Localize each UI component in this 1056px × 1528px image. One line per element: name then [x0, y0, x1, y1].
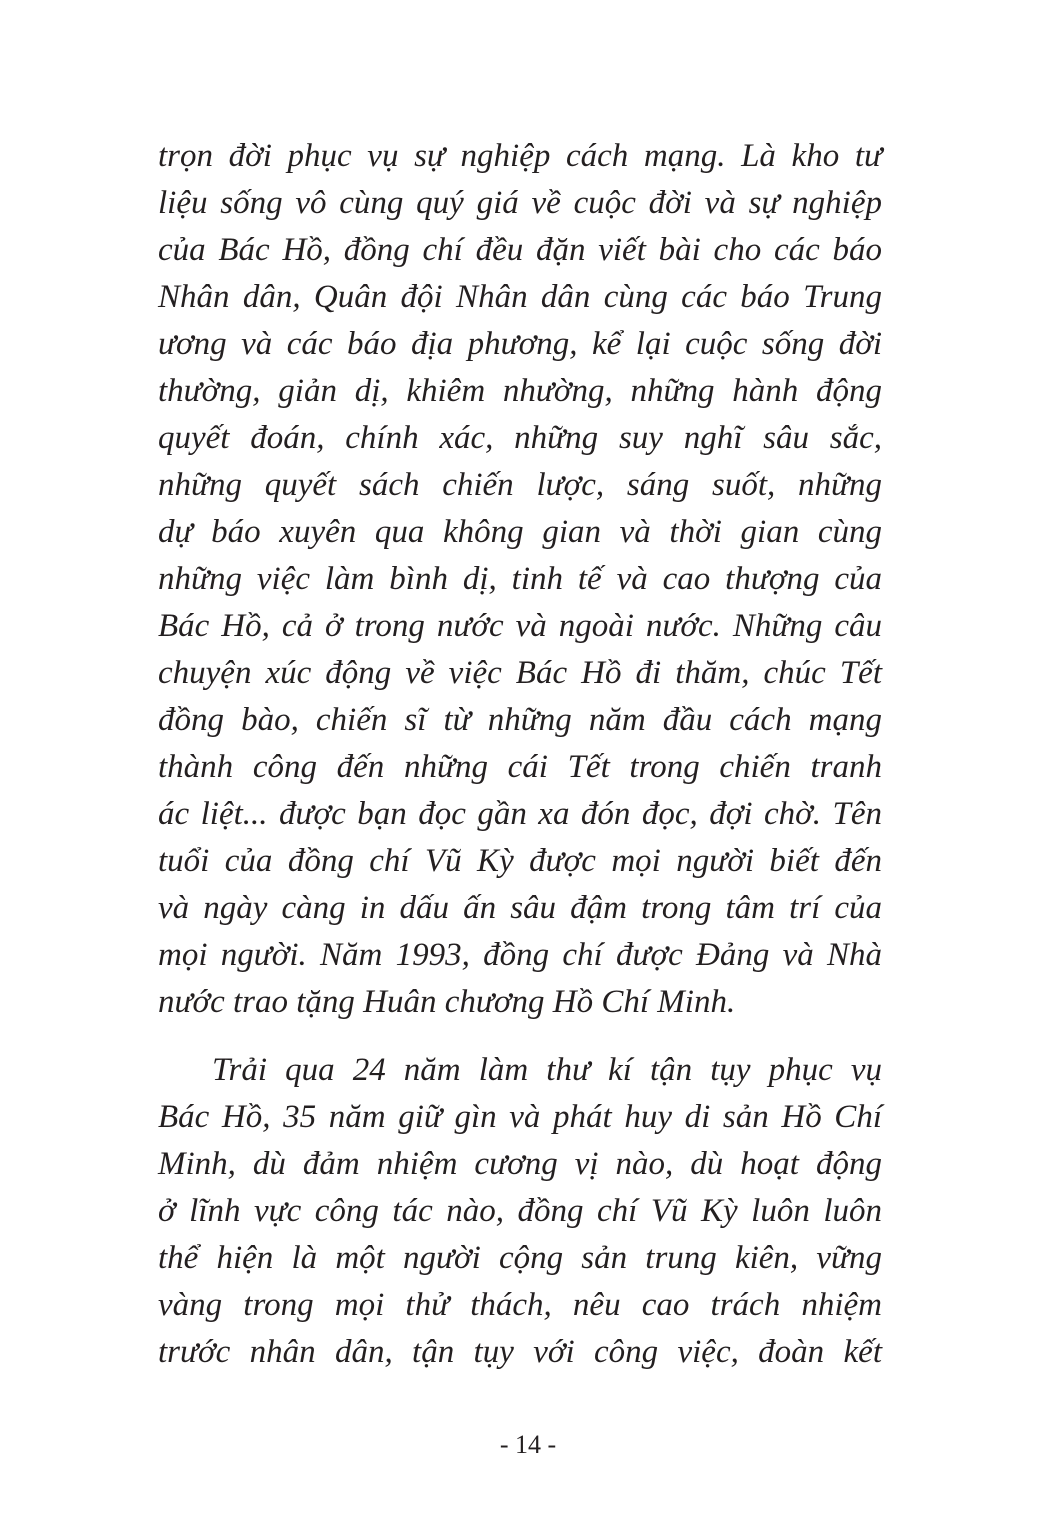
text-line: nước trao tặng Huân chương Hồ Chí Minh. [158, 984, 736, 1020]
paragraph-1 [158, 133, 882, 1026]
text-line: ương và các báo địa phương, kể lại cuộc sống đời [158, 326, 882, 362]
text-line: đồng bào, chiến sĩ từ những năm đầu cách mạng [158, 702, 882, 738]
text-line: mọi người. Năm 1993, đồng chí được Đảng và Nhà [158, 937, 882, 973]
text-line: Trải qua 24 năm làm thư kí tận tụy phục vụ [212, 1052, 882, 1088]
paragraph-spacer [158, 1026, 882, 1047]
text-line: trước nhân dân, tận tụy với công việc, đoàn kết [158, 1334, 882, 1370]
text-line: và ngày càng in dấu ấn sâu đậm trong tâm trí của [158, 890, 882, 926]
page-body [158, 133, 882, 1376]
text-line: thường, giản dị, khiêm nhường, những hành động [158, 373, 882, 409]
text-line: thể hiện là một người cộng sản trung kiên, vững [158, 1240, 882, 1276]
text-line: Bác Hồ, cả ở trong nước và ngoài nước. Những câu [158, 608, 882, 644]
text-line: dự báo xuyên qua không gian và thời gian cùng [158, 514, 882, 550]
text-line: Minh, dù đảm nhiệm cương vị nào, dù hoạt động [158, 1146, 882, 1182]
text-line: Nhân dân, Quân đội Nhân dân cùng các báo Trung [158, 279, 882, 315]
text-line: ác liệt... được bạn đọc gần xa đón đọc, đợi chờ. Tên [158, 796, 882, 832]
text-line: của Bác Hồ, đồng chí đều đặn viết bài cho các báo [158, 232, 882, 268]
paragraph-2 [158, 1047, 882, 1376]
page-number: - 14 - [499, 1430, 557, 1459]
text-line: trọn đời phục vụ sự nghiệp cách mạng. Là kho tư [158, 138, 882, 174]
text-line: thành công đến những cái Tết trong chiến tranh [158, 749, 882, 785]
text-line: những quyết sách chiến lược, sáng suốt, những [158, 467, 882, 503]
text-line: ở lĩnh vực công tác nào, đồng chí Vũ Kỳ luôn luôn [158, 1193, 882, 1229]
text-line: những việc làm bình dị, tinh tế và cao thượng của [158, 561, 882, 597]
text-line: tuổi của đồng chí Vũ Kỳ được mọi người biết đến [158, 843, 882, 879]
text-line: Bác Hồ, 35 năm giữ gìn và phát huy di sản Hồ Chí [158, 1099, 882, 1135]
text-line: quyết đoán, chính xác, những suy nghĩ sâu sắc, [158, 420, 882, 456]
text-line: liệu sống vô cùng quý giá về cuộc đời và sự nghiệp [158, 185, 882, 221]
text-line: chuyện xúc động về việc Bác Hồ đi thăm, chúc Tết [158, 655, 882, 691]
text-line: vàng trong mọi thử thách, nêu cao trách nhiệm [158, 1287, 882, 1323]
